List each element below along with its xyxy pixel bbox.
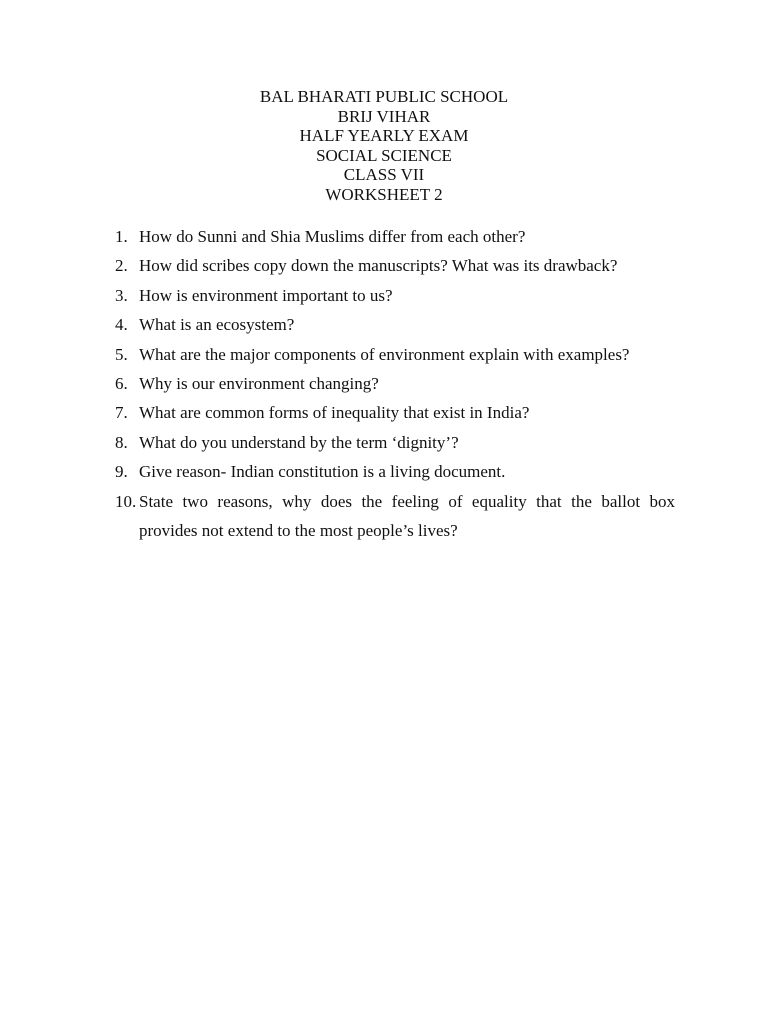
question-item bbox=[115, 222, 675, 251]
question-text: What are the major components of environment explain with examples? bbox=[139, 344, 630, 364]
school-name: BAL BHARATI PUBLIC SCHOOL bbox=[259, 87, 509, 106]
question-text: How is environment important to us? bbox=[139, 285, 393, 305]
exam-title: HALF YEARLY EXAM bbox=[299, 126, 469, 146]
question-text: What do you understand by the term ‘dignity’? bbox=[139, 432, 459, 452]
question-item bbox=[115, 398, 675, 427]
subject-title: SOCIAL SCIENCE bbox=[316, 145, 452, 165]
question-text: Give reason- Indian constitution is a living document. bbox=[139, 462, 506, 482]
question-number: 8. bbox=[115, 432, 128, 452]
question-number: 3. bbox=[115, 285, 128, 305]
question-text: What are common forms of inequality that exist in India? bbox=[139, 403, 530, 423]
question-item bbox=[115, 487, 675, 546]
question-number: 4. bbox=[115, 315, 128, 335]
question-item bbox=[115, 310, 675, 339]
question-item bbox=[115, 428, 675, 457]
school-branch: BRIJ VIHAR bbox=[337, 106, 431, 126]
question-number: 7. bbox=[115, 403, 128, 423]
question-number: 9. bbox=[115, 462, 128, 482]
question-text: Why is our environment changing? bbox=[139, 374, 379, 394]
question-item bbox=[115, 281, 675, 310]
question-number: 2. bbox=[115, 256, 128, 276]
question-text: State two reasons, why does the feeling of equality that the ballot box provides not extend to the most people’s lives? bbox=[139, 491, 675, 541]
question-number: 5. bbox=[115, 344, 128, 364]
question-number: 1. bbox=[115, 227, 128, 246]
worksheet-title: WORKSHEET 2 bbox=[325, 184, 443, 204]
question-text: How did scribes copy down the manuscripts? What was its drawback? bbox=[139, 256, 618, 276]
document-header bbox=[0, 87, 768, 205]
question-number: 6. bbox=[115, 374, 128, 394]
question-item bbox=[115, 369, 675, 398]
question-item bbox=[115, 340, 675, 369]
question-number: 10. bbox=[115, 491, 137, 511]
question-text: What is an ecosystem? bbox=[139, 315, 295, 335]
question-item bbox=[115, 457, 675, 486]
question-text: How do Sunni and Shia Muslims differ from each other? bbox=[139, 227, 526, 246]
question-item bbox=[115, 251, 675, 280]
question-list bbox=[115, 222, 675, 545]
class-title: CLASS VII bbox=[343, 165, 425, 185]
